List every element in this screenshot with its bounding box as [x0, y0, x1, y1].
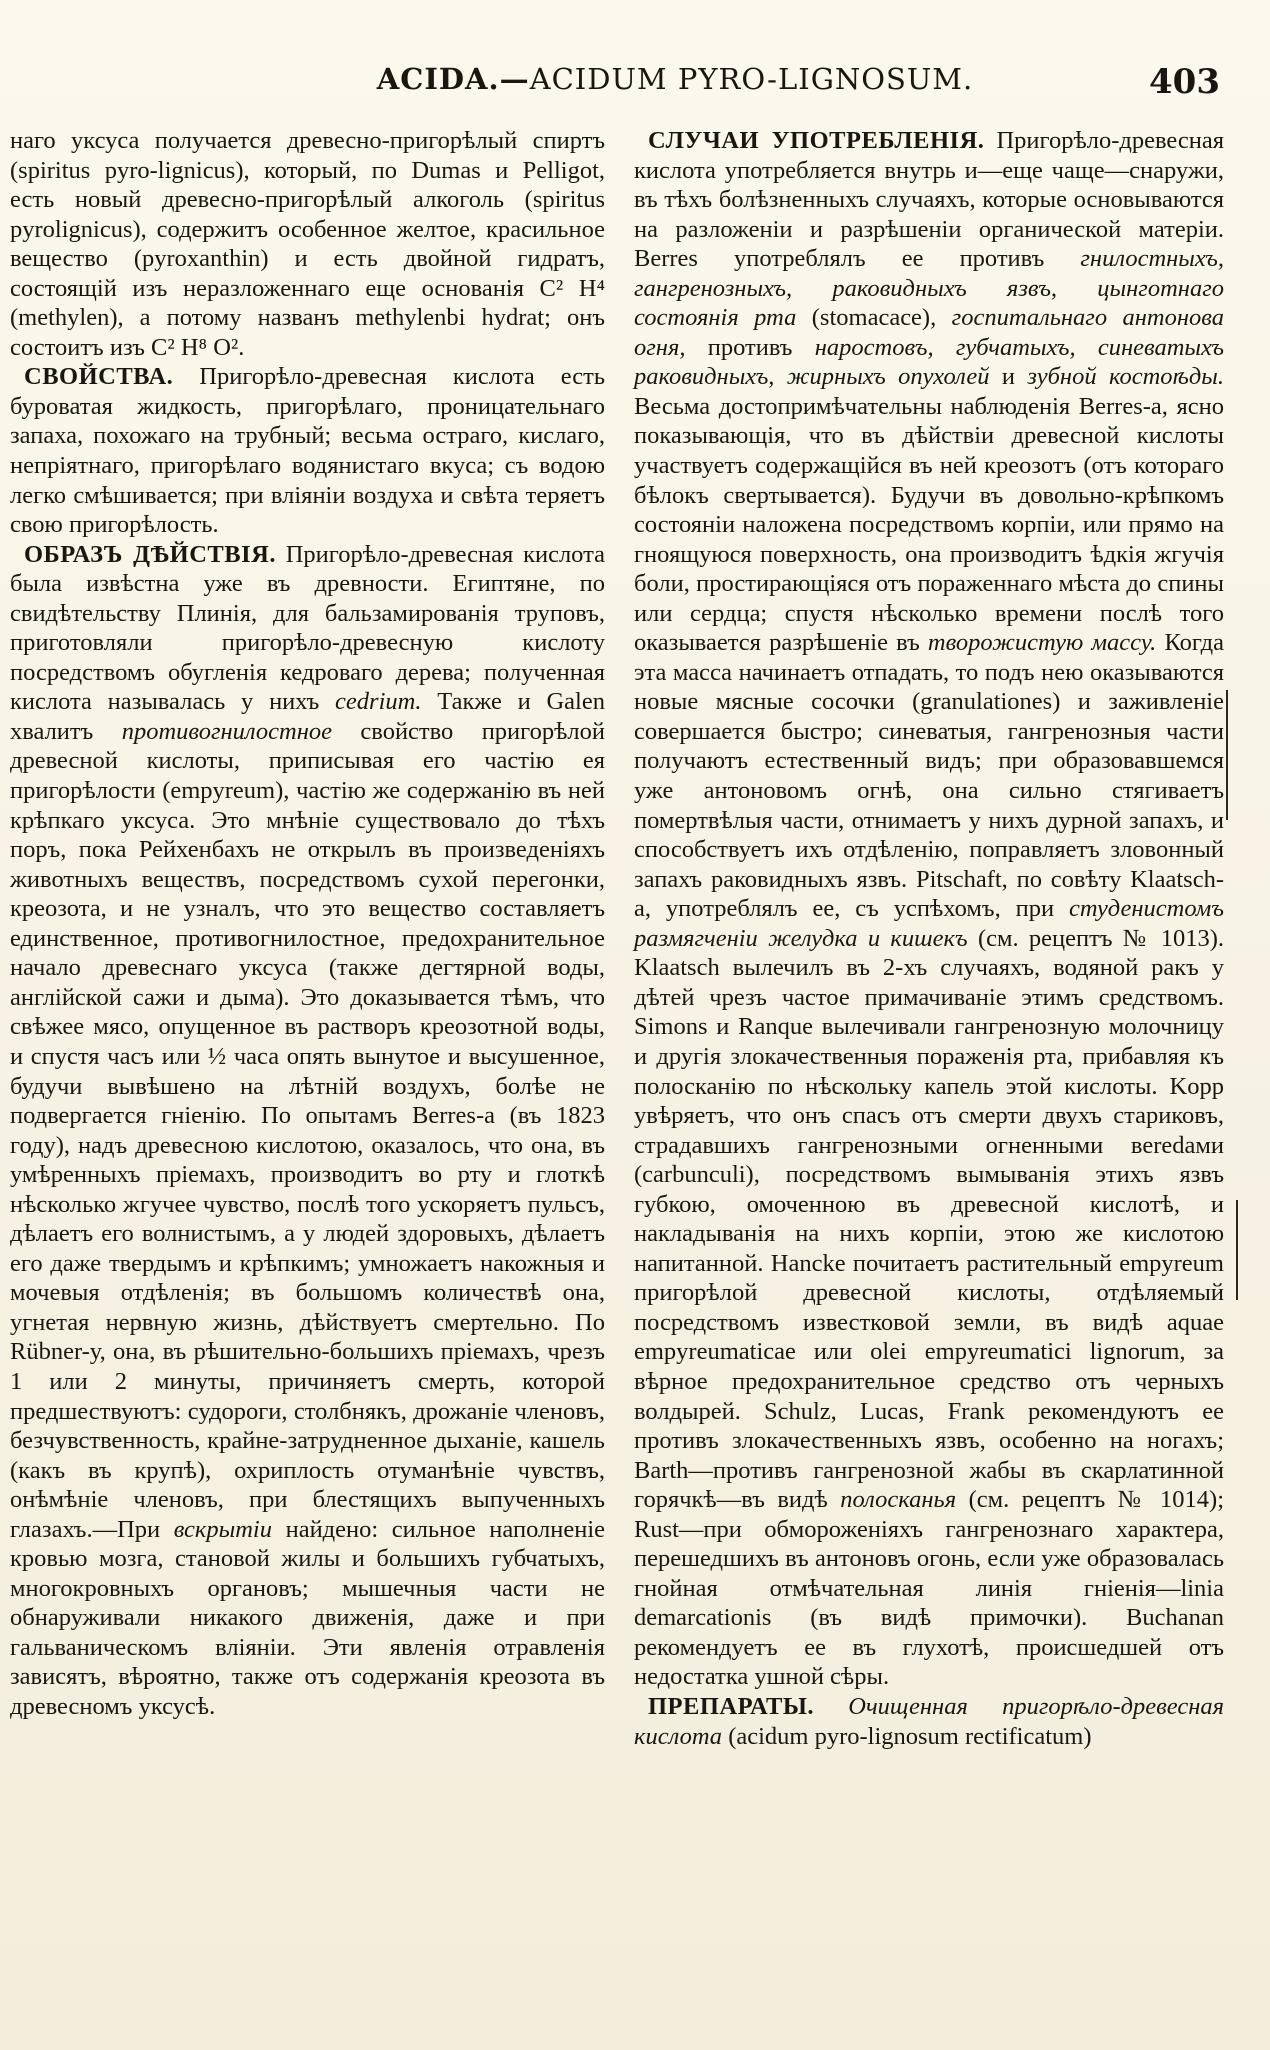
running-header	[130, 62, 1220, 108]
header-title-right: ACIDUM PYRO-LIGNOSUM.	[529, 62, 974, 96]
section-heading-preparations: ПРЕПАРАТЫ.	[648, 1692, 815, 1720]
italic-term: творожистую массу.	[927, 629, 1157, 657]
header-title	[377, 62, 973, 96]
italic-term: зубной костоѣды.	[1027, 363, 1224, 391]
header-dash: —	[499, 62, 530, 96]
paragraph-properties	[10, 362, 605, 539]
paragraph-text: Пригорѣло-древесная кислота была извѣстна уже въ древности. Египтяне, по свидѣтельству Плинія, для бальзамированія труповъ, приготовляли пригорѣло-древесную кислоту посредствомъ обугленія кедроваго дерева; полученная кислота называлась у нихъ	[10, 540, 605, 716]
margin-pencil-mark	[1226, 690, 1228, 820]
italic-term: наростовъ, губчатыхъ, синеватыхъ раковидныхъ, жирныхъ опухолей	[634, 333, 1224, 391]
italic-term: гнилостныхъ, гангренозныхъ, раковидныхъ язвъ, цынготнаго состоянія рта	[634, 245, 1224, 332]
section-heading-uses: СЛУЧАИ УПОТРЕБЛЕНІЯ.	[648, 127, 985, 154]
italic-term: вскрытіи	[173, 1515, 272, 1543]
italic-term: полосканья	[840, 1486, 957, 1514]
paragraph-continuation: наго уксуса получается древесно-пригорѣлый спиртъ (spiritus pyro-lignicus), который, по Dumas и Pelligot, есть новый древесно-пригорѣлый алкоголь (spiritus pyrolignicus), содержитъ особенное желтое, красильное вещество (pyroxanthin) и есть двойной гидратъ, состоящій изъ неразложеннаго еще основанія C² H⁴ (methylen), а потому названъ methylenbi hydrat; онъ состоитъ изъ C² H⁸ O².	[10, 127, 605, 361]
section-heading-mode-of-action: ОБРАЗЪ ДѢЙСТВІЯ.	[24, 540, 276, 568]
paragraph-text: Весьма достопримѣчательны наблюденія Berres-а, ясно показывающія, что въ дѣйствіи древесной кислоты участвуетъ содержащійся въ ней креозотъ (отъ котораго бѣлокъ свертывается). Будучи въ довольно-крѣпкомъ состояніи наложена посредствомъ корпіи, или прямо на гноящуюся поверхность, она производитъ ѣдкія жгучія боли, простирающіяся отъ пораженнаго мѣста до спины или сердца; спустя нѣсколько времени послѣ того оказывается разрѣшеніе въ	[634, 392, 1224, 657]
paragraph-uses	[634, 126, 1224, 1692]
section-heading-properties: СВОЙСТВА.	[24, 363, 174, 391]
paragraph-text: противъ	[685, 333, 815, 361]
paragraph-text: найдено: сильное наполненіе кровью мозга, становой жилы и большихъ губчатыхъ, многокровныхъ органовъ; мышечныя части не обнаруживали никакого движенія, даже и при гальваническомъ вліяніи. Эти явленія отравленія зависятъ, вѣроятно, также отъ содержанія креозота въ древесномъ уксусѣ.	[10, 1515, 606, 1720]
left-column	[10, 126, 605, 1722]
italic-term: cedrium.	[335, 688, 422, 716]
italic-term: противогнилостное	[121, 717, 333, 745]
right-column	[634, 126, 1224, 1751]
paragraph-text: Когда эта масса начинаетъ отпадать, то подъ нею оказываются новые мясные сосочки (granulationes) и заживленіе совершается быстро; синеватыя, гангренозныя части получаютъ естественный видъ; при образовавшемся уже антоновомъ огнѣ, она сильно стягиваетъ помертвѣлыя части, отнимаетъ у нихъ дурной запахъ, и способствуетъ ихъ отдѣленію, поправляетъ зловонный запахъ раковидныхъ язвъ. Pitschaft, по совѣту Klaatsch-а, употреблялъ ее, съ успѣхомъ, при	[634, 629, 1224, 923]
paragraph-mode-of-action	[10, 540, 605, 1722]
paragraph-text: (stomacace),	[796, 304, 952, 332]
margin-pencil-mark	[1236, 1200, 1238, 1300]
paragraph-text: свойство пригорѣлой древесной кислоты, приписывая его частію ея пригорѣлости (empyreum), частію же содержанію въ ней крѣпкаго уксуса. Это мнѣніе существовало до тѣхъ поръ, пока Рейхенбахъ не открылъ въ произведеніяхъ животныхъ веществъ, посредствомъ сухой перегонки, креозота, и не узналъ, что это вещество составляетъ единственное, противогнилостное, предохранительное начало древеснаго уксуса (также дегтярной воды, англійской сажи и дыма). Это доказывается тѣмъ, что свѣжее мясо, опущенное въ растворъ креозотной воды, и спустя часъ или ½ часа опять вынутое и высушенное, будучи вывѣшено на лѣтній воздухъ, болѣе не подвергается гніенію. По опытамъ Berres-а (въ 1823 году), надъ древесною кислотою, оказалось, что она, въ умѣренныхъ пріемахъ, производитъ во рту и глоткѣ нѣсколько жгучее чувство, послѣ того ускоряетъ пульсъ, дѣлаетъ его волнистымъ, а у людей здоровыхъ, дѣлаетъ его даже твердымъ и крѣпкимъ; умножаетъ накожныя и мочевыя отдѣленія; въ большомъ количествѣ она, угнетая нервную жизнь, дѣйствуетъ смертельно. По Rübner-у, она, въ рѣшительно-большихъ пріемахъ, чрезъ 1 или 2 минуты, причиняетъ смерть, которой предшествуютъ: судороги, столбнякъ, дрожаніе членовъ, безчувственность, крайне-затрудненное дыханіе, кашель (какъ въ крупѣ), охриплость отуманѣніе чувствъ, онѣмѣніе членовъ, при блестящихъ выпученныхъ глазахъ.—При	[10, 717, 605, 1543]
paragraph-preparations	[634, 1692, 1224, 1751]
paragraph-text: (acidum pyro-lignosum rectificatum)	[722, 1722, 1092, 1750]
italic-term: студенистомъ размягченіи желудка и кишекъ	[634, 895, 1224, 952]
paragraph-text: Пригорѣло-древесная кислота употребляется внутрь и—еще чаще—снаружи, въ тѣхъ болѣзненныхъ случаяхъ, которые основываются на разложеніи и разрѣшеніи органической матеріи. Berres употреблялъ ее противъ	[634, 127, 1225, 273]
header-title-left: ACIDA.	[376, 62, 500, 96]
paragraph-text: (см. рецептъ № 1013). Klaatsch вылечилъ въ 2-хъ случаяхъ, водяной ракъ у дѣтей чрезъ частое примачиваніе этимъ средствомъ. Simons и Ranque вылечивали гангренозную молочницу и другія злокачественныя пораженія рта, прибавляя къ полосканію по нѣскольку капель этой кислоты. Kopp увѣряетъ, что онъ спасъ отъ смерти двухъ стариковъ, страдавшихъ гангренозными огненными веredами (carbunculi), посредствомъ вымыванія этихъ язвъ губкою, омоченною въ древесной кислотѣ, и накладыванія на нихъ корпіи, этою же кислотою напитанной. Hancke почитаетъ растительный empyreum пригорѣлой древесной кислоты, отдѣляемый посредствомъ известковой земли, въ видѣ aquae empyreumaticae или olei empyreumatici lignorum, за вѣрное предохранительное средство отъ черныхъ волдырей. Schulz, Lucas, Frank рекомендуютъ ее противъ злокачественныхъ язвъ, особенно на ногахъ; Barth—противъ гангренозной жабы въ скарлатинной горячкѣ—въ видѣ	[634, 924, 1224, 1514]
paragraph-text: Также и Galen хвалитъ	[10, 688, 605, 745]
paragraph-text: (см. рецептъ № 1014); Rust—при обмороженіяхъ гангренознаго характера, перешедшихъ въ антоновъ огонь, если уже образовалась гнойная отмѣчательная линія гніенія—linia demarcationis (въ видѣ примочки). Buchanan рекомендуетъ ее въ глухотѣ, происшедшей отъ недостатка ушной сѣры.	[634, 1486, 1225, 1691]
italic-term: Очищенная пригорѣло-древесная кислота	[634, 1692, 1224, 1750]
page-number: 403	[1149, 62, 1220, 102]
paragraph-text: и	[989, 363, 1028, 391]
italic-term: госпитальнаго антонова огня,	[634, 304, 1224, 361]
paragraph-text: Пригорѣло-древесная кислота есть буроватая жидкость, пригорѣлаго, проницательнаго запаха, похожаго на трубный; весьма остраго, кислаго, непріятнаго, пригорѣлаго водянистаго вкуса; съ водою легко смѣшивается; при вліяніи воздуха и свѣта теряетъ свою пригорѣлость.	[10, 363, 605, 539]
